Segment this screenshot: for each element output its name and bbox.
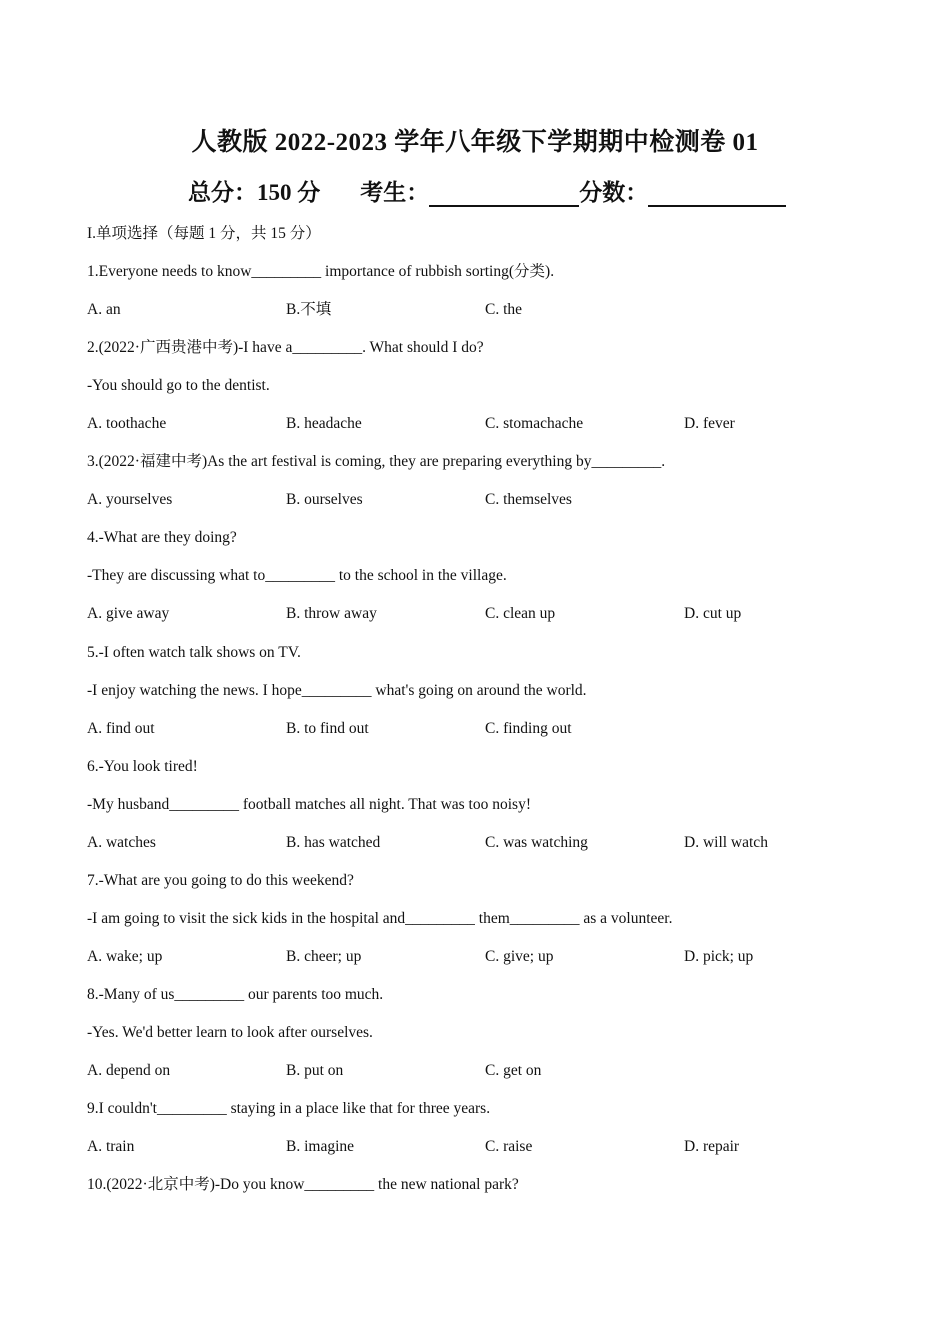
answer-option: B. imagine [286, 1138, 355, 1156]
question-text: 9.I couldn't_________ staying in a place like that for three years. [87, 1100, 491, 1118]
question-text: 10.(2022·北京中考)-Do you know_________ the new national park? [87, 1176, 519, 1194]
answer-option: B. put on [286, 1062, 344, 1080]
answer-option: C. themselves [485, 491, 572, 509]
answer-option: A. watches [87, 833, 156, 851]
answer-option: C. clean up [485, 605, 556, 623]
exam-info-row [188, 174, 786, 207]
answer-option: D. pick; up [684, 947, 754, 965]
question-text: 1.Everyone needs to know_________ importance of rubbish sorting(分类). [87, 263, 555, 281]
answer-option: A. yourselves [87, 491, 173, 509]
answer-option: B.不填 [286, 301, 332, 319]
answer-options [87, 945, 887, 983]
answer-options [87, 488, 887, 526]
answer-option: A. give away [87, 605, 170, 623]
answer-option: B. throw away [286, 605, 377, 623]
answer-option: C. the [485, 301, 523, 319]
answer-option: C. raise [485, 1138, 533, 1156]
answer-option: C. finding out [485, 719, 572, 737]
answer-option: A. find out [87, 719, 155, 737]
question-text: 2.(2022·广西贵港中考)-I have a_________. What should I do? [87, 339, 484, 357]
answer-option: A. train [87, 1138, 135, 1156]
question-text: -I am going to visit the sick kids in the hospital and_________ them_________ as a volunteer. [87, 909, 673, 927]
answer-options [87, 717, 887, 755]
question-text: -Yes. We'd better learn to look after ourselves. [87, 1023, 373, 1041]
answer-option: B. has watched [286, 833, 381, 851]
answer-option: A. depend on [87, 1062, 171, 1080]
question-text: 3.(2022·福建中考)As the art festival is coming, they are preparing everything by_________. [87, 453, 666, 471]
section-heading: I.单项选择（每题 1 分，共 15 分） [87, 225, 321, 242]
question-text: -You should go to the dentist. [87, 377, 270, 395]
question-text: 4.-What are they doing? [87, 529, 237, 547]
answer-options [87, 1059, 887, 1097]
question-text: -My husband_________ football matches all night. That was too noisy! [87, 795, 531, 813]
question-text: 5.-I often watch talk shows on TV. [87, 643, 301, 661]
answer-options [87, 298, 887, 336]
question-text: -They are discussing what to_________ to the school in the village. [87, 567, 507, 585]
answer-option: C. give; up [485, 947, 554, 965]
answer-option: B. ourselves [286, 491, 363, 509]
answer-option: D. fever [684, 415, 735, 433]
question-text: 7.-What are you going to do this weekend? [87, 871, 354, 889]
answer-option: D. repair [684, 1138, 740, 1156]
answer-options [87, 831, 887, 869]
question-text: 6.-You look tired! [87, 757, 198, 775]
score-label: 分数： [579, 180, 649, 205]
answer-option: D. cut up [684, 605, 742, 623]
answer-options [87, 1135, 887, 1173]
answer-option: B. to find out [286, 719, 369, 737]
answer-options [87, 602, 887, 640]
answer-option: A. an [87, 301, 121, 319]
score-blank [648, 179, 786, 207]
student-label: 考生： [360, 180, 430, 205]
total-score-label: 总分：150 分 [188, 180, 321, 205]
answer-option: A. toothache [87, 415, 167, 433]
answer-option: B. headache [286, 415, 362, 433]
page-title: 人教版 2022-2023 学年八年级下学期期中检测卷 01 [191, 129, 759, 156]
question-list [87, 222, 887, 1211]
question-text: -I enjoy watching the news. I hope_________ what's going on around the world. [87, 681, 587, 699]
answer-option: C. was watching [485, 833, 588, 851]
answer-option: D. will watch [684, 833, 768, 851]
student-name-blank [429, 179, 579, 207]
question-text: 8.-Many of us_________ our parents too much. [87, 985, 384, 1003]
answer-option: C. stomachache [485, 415, 584, 433]
answer-options [87, 412, 887, 450]
answer-option: B. cheer; up [286, 947, 362, 965]
answer-option: A. wake; up [87, 947, 163, 965]
answer-option: C. get on [485, 1062, 542, 1080]
